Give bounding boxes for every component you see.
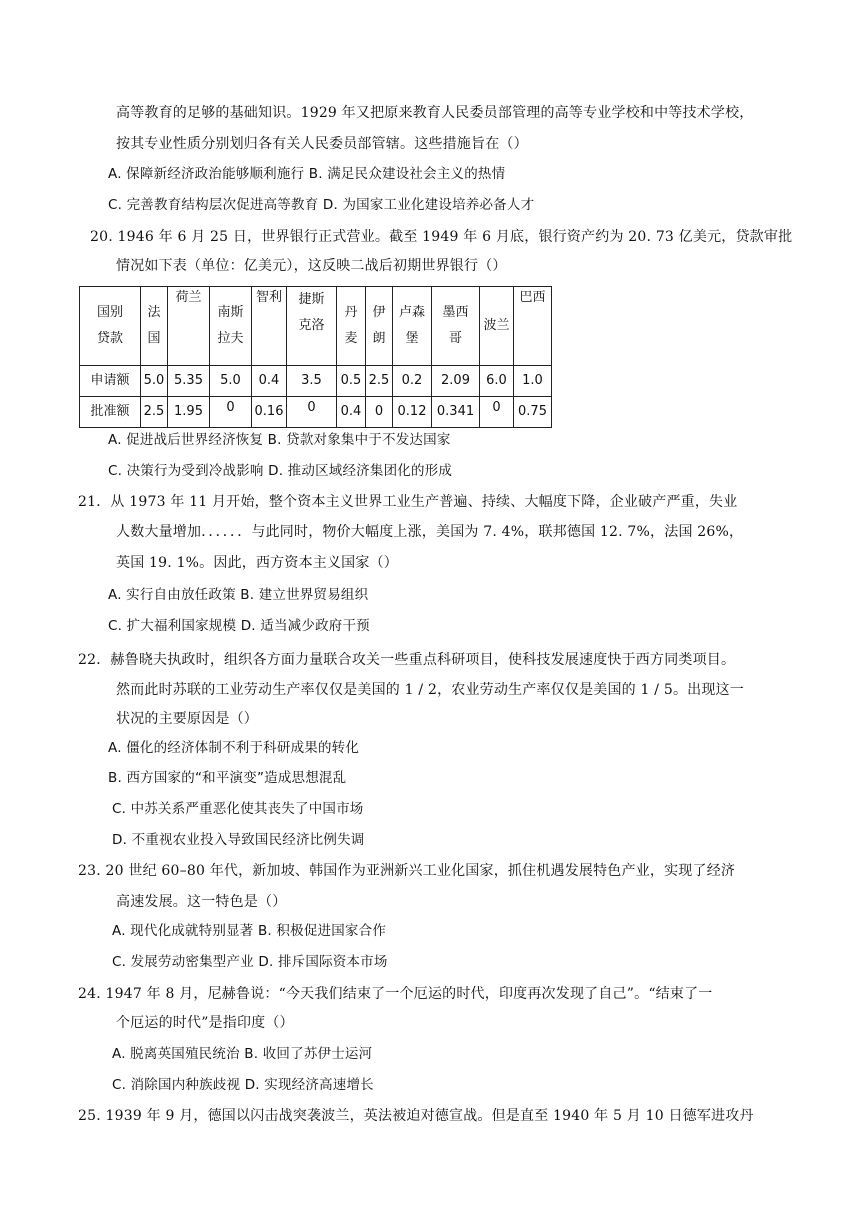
table-cell: 0.2 bbox=[393, 366, 432, 397]
table-cell: 2.09 bbox=[432, 366, 480, 397]
table-cell: 0.341 bbox=[432, 397, 480, 428]
table-cell: 0 bbox=[287, 397, 337, 428]
question-23-options-cd: C. 发展劳动密集型产业 D. 排斥国际资本市场 bbox=[112, 954, 388, 970]
table-cell: 0.4 bbox=[252, 366, 287, 397]
question-23-options-ab: A. 现代化成就特别显著 B. 积极促进国家合作 bbox=[112, 923, 387, 939]
question-20-stem-line-1: 20. 1946 年 6 月 25 日，世界银行正式营业。截至 1949 年 6 月底，银行资产约为 20. 73 亿美元，贷款审批 bbox=[90, 229, 793, 245]
country-name: 捷斯克洛 bbox=[298, 292, 325, 333]
country-header-cell bbox=[393, 287, 432, 366]
question-20-options-cd: C. 决策行为受到冷战影响 D. 推动区域经济集团化的形成 bbox=[108, 463, 453, 479]
question-21-stem-line-1: 21．从 1973 年 11 月开始，整个资本主义世界工业生产普遍、持续、大幅度下降，企业破产严重，失业 bbox=[78, 494, 738, 510]
country-name: 智利 bbox=[255, 290, 282, 305]
question-19-stem-line-2: 按其专业性质分别划归各有关人民委员部管辖。这些措施旨在（） bbox=[116, 136, 528, 152]
question-22-option-b: B. 西方国家的“和平演变”造成思想混乱 bbox=[108, 770, 347, 786]
country-header-cell bbox=[514, 287, 552, 366]
question-24-stem-line-1: 24. 1947 年 8 月，尼赫鲁说：“今天我们结束了一个厄运的时代，印度再次发现了自己”。“结束了一 bbox=[78, 986, 713, 1002]
table-cell: 5.0 bbox=[141, 366, 168, 397]
country-header-cell bbox=[480, 287, 514, 366]
question-19-options-cd: C. 完善教育结构层次促进高等教育 D. 为国家工业化建设培养必备人才 bbox=[108, 197, 535, 213]
table-cell: 0 bbox=[366, 397, 393, 428]
table-cell: 0.16 bbox=[252, 397, 287, 428]
country-header-cell bbox=[210, 287, 252, 366]
table-cell: 5.0 bbox=[210, 366, 252, 397]
question-19-options-ab: A. 保障新经济政治能够顺利施行 B. 满足民众建设社会主义的热情 bbox=[108, 166, 506, 182]
table-cell: 1.0 bbox=[514, 366, 552, 397]
question-22-stem-line-3: 状况的主要原因是（） bbox=[116, 711, 258, 727]
country-header-cell bbox=[432, 287, 480, 366]
question-21-stem-line-2: 人数大量增加．．．．．．与此同时，物价大幅度上涨，美国为 7. 4%，联邦德国 12. 7%，法国 26%， bbox=[116, 524, 744, 540]
question-23-stem-line-1: 23. 20 世纪 60–80 年代，新加坡、韩国作为亚洲新兴工业化国家，抓住机遇发展特色产业，实现了经济 bbox=[78, 863, 736, 879]
question-20-stem-line-2: 情况如下表（单位：亿美元），这反映二战后初期世界银行（） bbox=[116, 258, 507, 274]
row-label: 批准额 bbox=[80, 397, 141, 428]
table-cell: 5.35 bbox=[168, 366, 210, 397]
table-row bbox=[80, 366, 552, 397]
question-22-option-d: D. 不重视农业投入导致国民经济比例失调 bbox=[112, 832, 365, 848]
country-name: 南斯拉夫 bbox=[217, 305, 244, 346]
table-cell: 0 bbox=[480, 397, 514, 428]
table-cell: 0 bbox=[210, 397, 252, 428]
table-cell: 0.5 bbox=[337, 366, 366, 397]
loan-table bbox=[79, 286, 552, 428]
question-22-option-c: C. 中苏关系严重恶化使其丧失了中国市场 bbox=[112, 801, 364, 817]
table-cell: 0.12 bbox=[393, 397, 432, 428]
question-19-stem-line-1: 高等教育的足够的基础知识。1929 年又把原来教育人民委员部管理的高等专业学校和中等技术学校， bbox=[116, 105, 754, 121]
country-name: 波兰 bbox=[483, 318, 510, 333]
question-21-options-cd: C. 扩大福利国家规模 D. 适当减少政府干预 bbox=[108, 618, 370, 634]
country-name: 丹麦 bbox=[344, 305, 358, 346]
row-label: 申请额 bbox=[80, 366, 141, 397]
country-header-cell bbox=[287, 287, 337, 366]
corner-label-bottom: 贷款 bbox=[96, 331, 123, 346]
table-cell: 0.75 bbox=[514, 397, 552, 428]
question-21-stem-line-3: 英国 19. 1%。因此，西方资本主义国家（） bbox=[116, 555, 398, 571]
question-22-stem-line-1: 22．赫鲁晓夫执政时，组织各方面力量联合攻关一些重点科研项目，使科技发展速度快于西方同类项目。 bbox=[78, 652, 736, 668]
country-name: 巴西 bbox=[519, 290, 546, 305]
question-25-stem-line-1: 25. 1939 年 9 月，德国以闪击战突袭波兰，英法被迫对德宣战。但是直至 1940 年 5 月 10 日德军进攻丹 bbox=[78, 1108, 754, 1124]
table-cell: 1.95 bbox=[168, 397, 210, 428]
table-cell: 6.0 bbox=[480, 366, 514, 397]
question-24-options-ab: A. 脱离英国殖民统治 B. 收回了苏伊士运河 bbox=[112, 1046, 373, 1062]
country-name: 法国 bbox=[147, 305, 161, 346]
country-header-cell bbox=[366, 287, 393, 366]
corner-label-top: 国别 bbox=[96, 305, 123, 320]
question-24-options-cd: C. 消除国内种族歧视 D. 实现经济高速增长 bbox=[112, 1077, 374, 1093]
country-header-cell bbox=[168, 287, 210, 366]
table-header-row bbox=[80, 287, 552, 366]
country-name: 荷兰 bbox=[175, 290, 202, 305]
table-cell: 2.5 bbox=[141, 397, 168, 428]
country-name: 伊朗 bbox=[372, 305, 386, 346]
country-header-cell bbox=[252, 287, 287, 366]
question-20-options-ab: A. 促进战后世界经济恢复 B. 贷款对象集中于不发达国家 bbox=[108, 432, 451, 448]
question-21-options-ab: A. 实行自由放任政策 B. 建立世界贸易组织 bbox=[108, 587, 369, 603]
table-cell: 0.4 bbox=[337, 397, 366, 428]
table-cell: 2.5 bbox=[366, 366, 393, 397]
table-cell: 3.5 bbox=[287, 366, 337, 397]
table-row bbox=[80, 397, 552, 428]
country-header-cell bbox=[337, 287, 366, 366]
country-name: 墨西哥 bbox=[442, 305, 469, 346]
question-22-stem-line-2: 然而此时苏联的工业劳动生产率仅仅是美国的 1 / 2，农业劳动生产率仅仅是美国的 1 / 5。出现这一 bbox=[116, 682, 744, 698]
table-corner-cell bbox=[80, 287, 141, 366]
question-23-stem-line-2: 高速发展。这一特色是（） bbox=[116, 894, 287, 910]
country-header-cell bbox=[141, 287, 168, 366]
question-22-option-a: A. 僵化的经济体制不利于科研成果的转化 bbox=[108, 740, 360, 756]
question-24-stem-line-2: 个厄运的时代”是指印度（） bbox=[116, 1015, 294, 1031]
country-name: 卢森堡 bbox=[398, 305, 425, 346]
